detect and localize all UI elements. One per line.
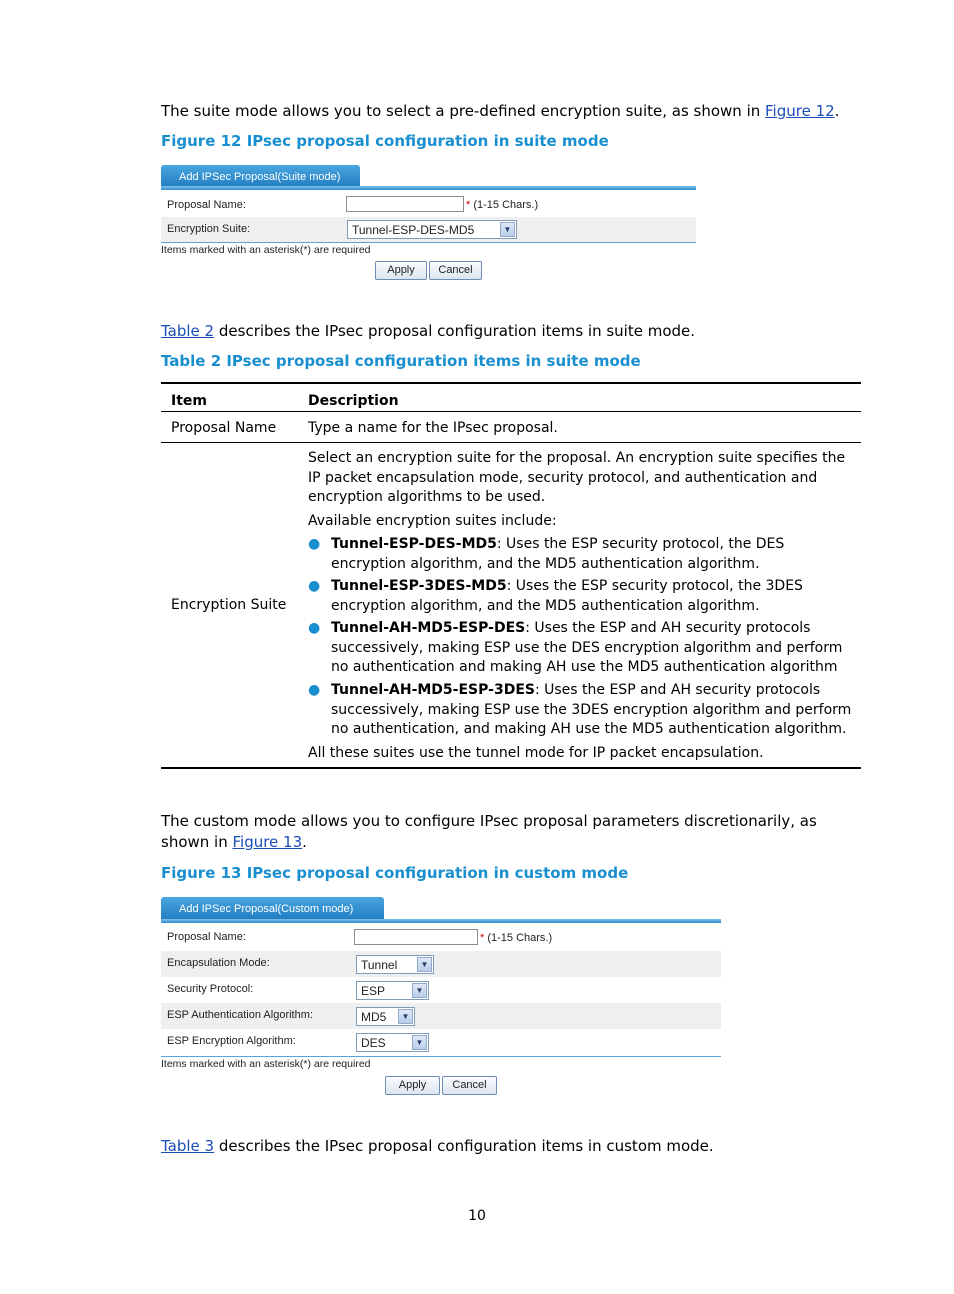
suite-name: Tunnel-ESP-DES-MD5 [331, 536, 497, 552]
esp-auth-select[interactable] [356, 1007, 415, 1026]
encryption-suite-select[interactable] [347, 220, 517, 239]
chevron-down-icon[interactable]: ▼ [500, 222, 515, 237]
proposal-name-hint [466, 199, 538, 211]
available-suites-text: Available encryption suites include: [308, 513, 557, 529]
encapsulation-mode-row [161, 951, 721, 977]
encapsulation-mode-select[interactable] [356, 955, 434, 974]
page-number: 10 [468, 1208, 486, 1224]
bullet-item [308, 577, 856, 616]
intro-table2-paragraph [161, 321, 861, 342]
char-limit-hint: (1-15 Chars.) [484, 932, 553, 944]
chevron-down-icon[interactable]: ▼ [412, 983, 427, 998]
figure-13-caption: Figure 13 IPsec proposal configuration in custom mode [161, 864, 629, 882]
proposal-name-label: Proposal Name: [167, 931, 246, 943]
chevron-down-icon[interactable]: ▼ [417, 957, 432, 972]
header-rule [161, 411, 861, 412]
intro-custom-text: The custom mode allows you to configure IPsec proposal parameters discretionarily, as shown in [161, 812, 817, 851]
proposal-name-label: Proposal Name: [167, 199, 246, 211]
bullet-item [308, 535, 856, 574]
esp-encryption-row [161, 1029, 721, 1055]
header-item: Item [171, 393, 207, 409]
suite-mode-tab[interactable]: Add IPSec Proposal(Suite mode) [161, 165, 360, 189]
security-protocol-select[interactable] [356, 981, 429, 1000]
row-encryption-suite-item: Encryption Suite [171, 597, 287, 613]
intro-table3-text: describes the IPsec proposal configuration items in custom mode. [214, 1137, 714, 1155]
required-asterisk: * [466, 199, 471, 211]
table-bottom-rule [161, 767, 861, 769]
intro-table2-text: describes the IPsec proposal configuration items in suite mode. [214, 322, 696, 340]
table-2-caption: Table 2 IPsec proposal configuration items in suite mode [161, 352, 641, 370]
intro-custom-paragraph [161, 811, 866, 853]
table-top-rule [161, 382, 861, 384]
chevron-down-icon[interactable]: ▼ [412, 1035, 427, 1050]
esp-auth-value: MD5 [361, 1010, 387, 1024]
esp-encryption-select[interactable] [356, 1033, 429, 1052]
bullet-icon: ● [308, 682, 321, 698]
esp-auth-row [161, 1003, 721, 1029]
table-2-link[interactable]: Table 2 [161, 322, 215, 340]
chevron-down-icon[interactable]: ▼ [398, 1009, 413, 1024]
intro-suite-period: . [834, 102, 840, 120]
encapsulation-mode-label: Encapsulation Mode: [167, 957, 270, 969]
required-note: Items marked with an asterisk(*) are required [161, 1058, 371, 1070]
suite-name: Tunnel-AH-MD5-ESP-3DES [331, 682, 535, 698]
suites-closing-text: All these suites use the tunnel mode for IP packet encapsulation. [308, 745, 764, 761]
encryption-suite-value: Tunnel-ESP-DES-MD5 [352, 223, 475, 237]
bullet-icon: ● [308, 620, 321, 636]
bullet-icon: ● [308, 578, 321, 594]
security-protocol-row [161, 977, 721, 1003]
proposal-name-input[interactable] [354, 929, 478, 945]
cancel-button[interactable]: Cancel [429, 261, 482, 280]
apply-button[interactable]: Apply [375, 261, 427, 280]
encryption-suite-row [161, 217, 696, 243]
table-3-link[interactable]: Table 3 [161, 1137, 215, 1155]
esp-encryption-label: ESP Encryption Algorithm: [167, 1035, 296, 1047]
security-protocol-label: Security Protocol: [167, 983, 254, 995]
intro-table3-paragraph [161, 1136, 861, 1157]
row-rule [161, 442, 861, 443]
figure-12-link[interactable]: Figure 12 [765, 102, 835, 120]
tab-underline [161, 919, 721, 923]
security-protocol-value: ESP [361, 984, 386, 998]
figure-12-caption: Figure 12 IPsec proposal configuration in suite mode [161, 132, 609, 150]
proposal-name-hint [480, 932, 552, 944]
cancel-button[interactable]: Cancel [442, 1076, 497, 1095]
bullet-item [308, 619, 856, 678]
encryption-suite-label: Encryption Suite: [167, 223, 251, 235]
suite-name: Tunnel-AH-MD5-ESP-DES [331, 620, 526, 636]
bullet-item [308, 681, 856, 740]
form-bottom-line [161, 242, 696, 243]
required-asterisk: * [480, 932, 485, 944]
figure-13-link[interactable]: Figure 13 [232, 833, 303, 851]
suite-description: : Uses the ESP and AH security protocols successively, making ESP use the 3DES encryption algorithm and perform no authentication, and making AH use the MD5 authentication algorithm. [331, 682, 852, 737]
apply-button[interactable]: Apply [385, 1076, 440, 1095]
form-bottom-line [161, 1056, 721, 1057]
proposal-name-input[interactable] [346, 196, 464, 212]
char-limit-hint: (1-15 Chars.) [470, 199, 539, 211]
row-proposal-name-item: Proposal Name [171, 420, 277, 436]
suite-name: Tunnel-ESP-3DES-MD5 [331, 578, 507, 594]
bullet-icon: ● [308, 536, 321, 552]
proposal-name-row [161, 193, 696, 219]
esp-encryption-value: DES [361, 1036, 386, 1050]
encapsulation-mode-value: Tunnel [361, 958, 398, 972]
row-proposal-name-desc: Type a name for the IPsec proposal. [308, 420, 558, 436]
required-note: Items marked with an asterisk(*) are required [161, 244, 371, 256]
proposal-name-row [161, 925, 721, 951]
intro-suite-text: The suite mode allows you to select a pre-defined encryption suite, as shown in [161, 102, 766, 120]
intro-suite-paragraph [161, 101, 861, 122]
header-description: Description [308, 393, 399, 409]
row-encryption-suite-desc: Select an encryption suite for the proposal. An encryption suite specifies the IP packet encapsulation mode, security protocol, and authentication and encryption algorithms to be used. [308, 450, 846, 505]
table-2 [161, 382, 861, 770]
custom-mode-tab[interactable]: Add IPSec Proposal(Custom mode) [161, 897, 384, 921]
suite-description: : Uses the ESP security protocol, the 3DES encryption algorithm, and the MD5 authentication algorithm. [331, 578, 803, 614]
tab-underline [161, 186, 696, 190]
esp-auth-label: ESP Authentication Algorithm: [167, 1009, 313, 1021]
suite-description: : Uses the ESP security protocol, the DES encryption algorithm, and the MD5 authentication algorithm. [331, 536, 785, 572]
suite-description: : Uses the ESP and AH security protocols successively, making ESP use the DES encryption algorithm and perform no authentication and making AH use the MD5 authentication algorithm [331, 620, 843, 675]
intro-custom-period: . [302, 833, 307, 851]
